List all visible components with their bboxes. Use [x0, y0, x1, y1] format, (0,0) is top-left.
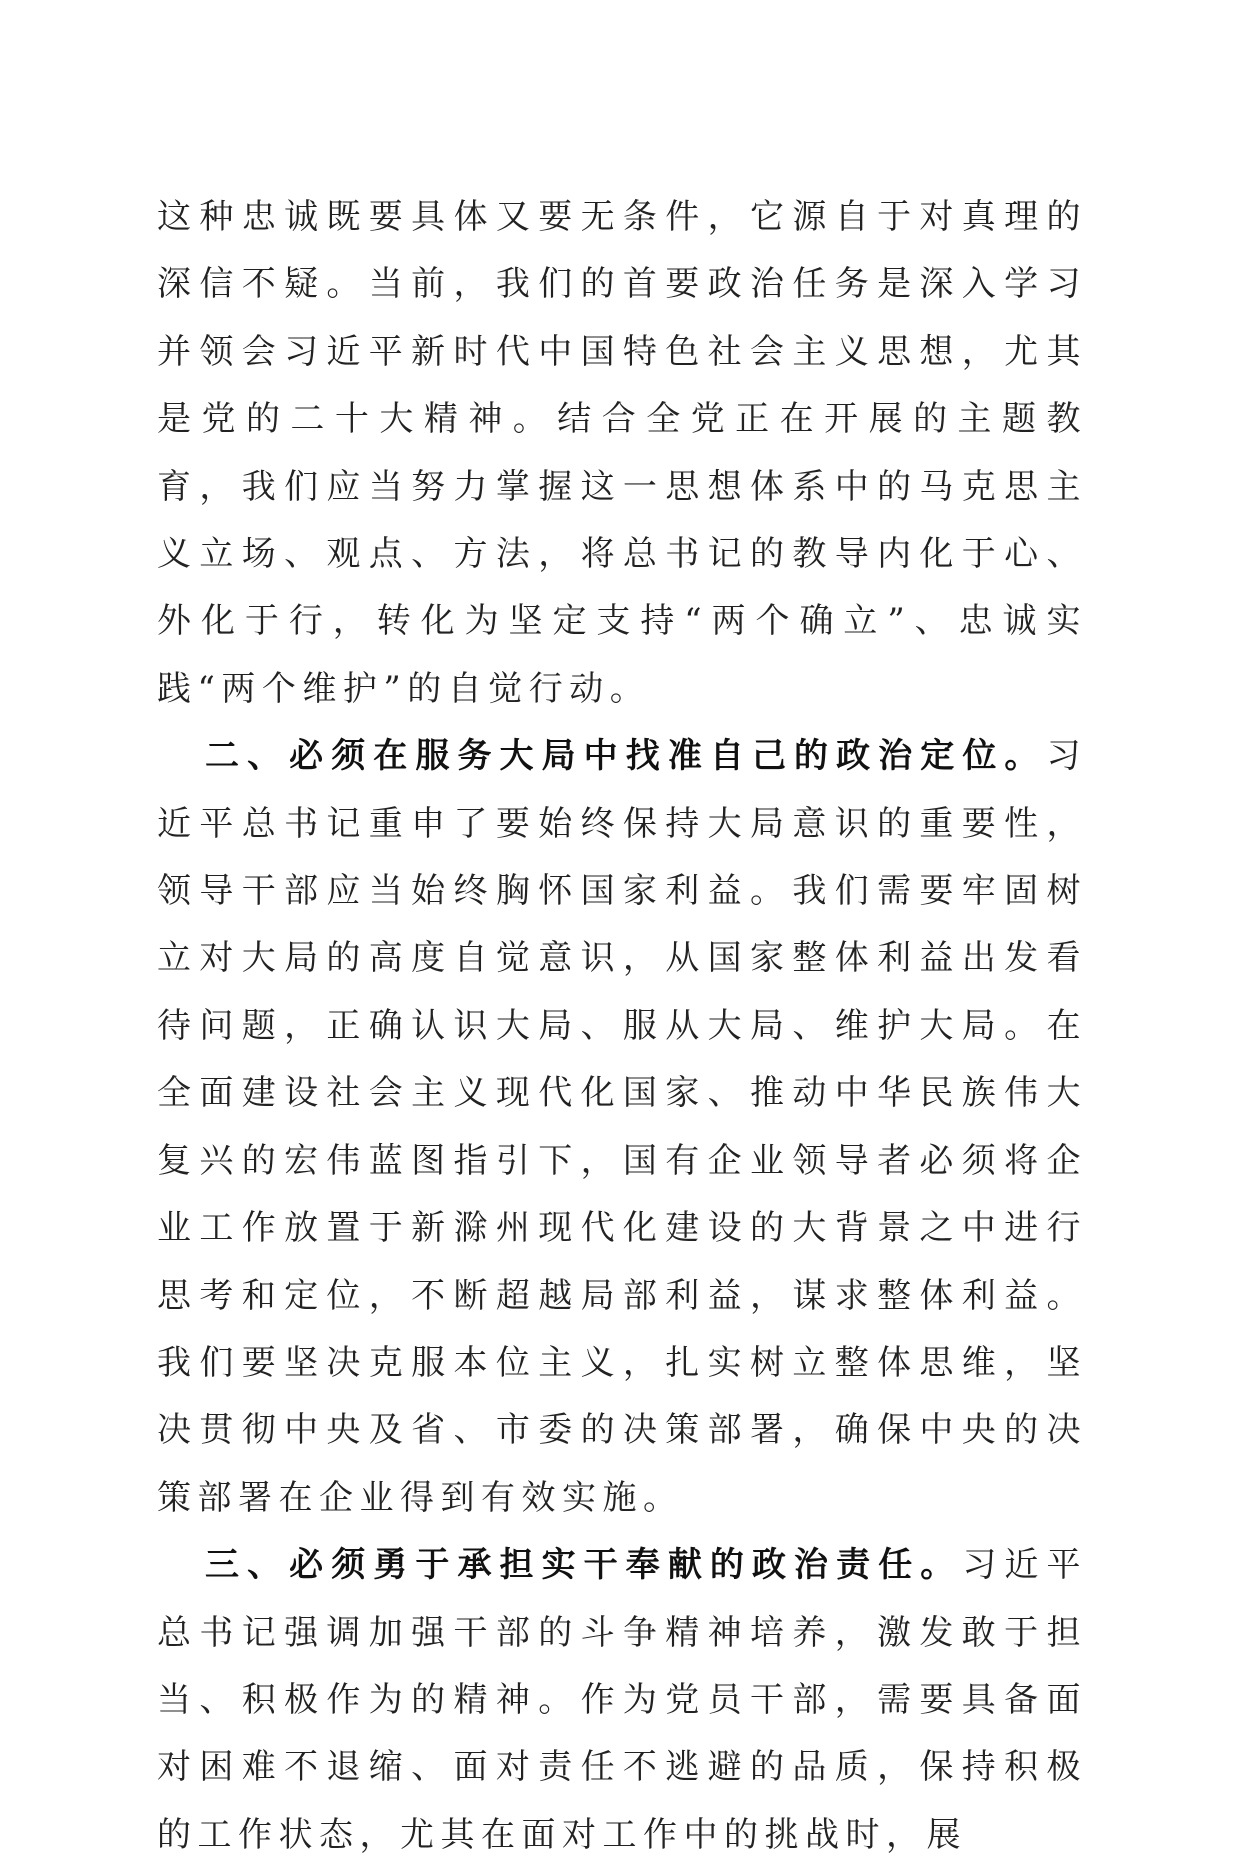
section-heading-three: 三、必须勇于承担实干奉献的政治责任。: [205, 1545, 963, 1586]
paragraph-political-position: [157, 723, 1087, 1532]
document-body: [157, 184, 1087, 1869]
section-heading-two: 二、必须在服务大局中找准自己的政治定位。: [205, 736, 1047, 777]
paragraph-text: 习近平总书记强调加强干部的斗争精神培养，激发敢于担当、积极作为的精神。作为党员干部，需要具备面对困难不退缩、面对责任不逃避的品质，保持积极的工作状态，尤其在面对工作中的挑战时，展: [157, 1545, 1088, 1855]
paragraph-loyalty: [157, 184, 1087, 723]
paragraph-text: 习近平总书记重申了要始终保持大局意识的重要性，领导干部应当始终胸怀国家利益。我们需要牢固树立对大局的高度自觉意识，从国家整体利益出发看待问题，正确认识大局、服从大局、维护大局。在全面建设社会主义现代化国家、推动中华民族伟大复兴的宏伟蓝图指引下，国有企业领导者必须将企业工作放置于新滁州现代化建设的大背景之中进行思考和定位，不断超越局部利益，谋求整体利益。我们要坚决克服本位主义，扎实树立整体思维，坚决贯彻中央及省、市委的决策部署，确保中央的决策部署在企业得到有效实施。: [157, 736, 1087, 1518]
paragraph-political-responsibility: [157, 1532, 1087, 1869]
paragraph-text: 这种忠诚既要具体又要无条件，它源自于对真理的深信不疑。当前，我们的首要政治任务是深入学习并领会习近平新时代中国特色社会主义思想，尤其是党的二十大精神。结合全党正在开展的主题教育，我们应当努力掌握这一思想体系中的马克思主义立场、观点、方法，将总书记的教导内化于心、外化于行，转化为坚定支持“两个确立”、忠诚实践“两个维护”的自觉行动。: [157, 197, 1087, 709]
